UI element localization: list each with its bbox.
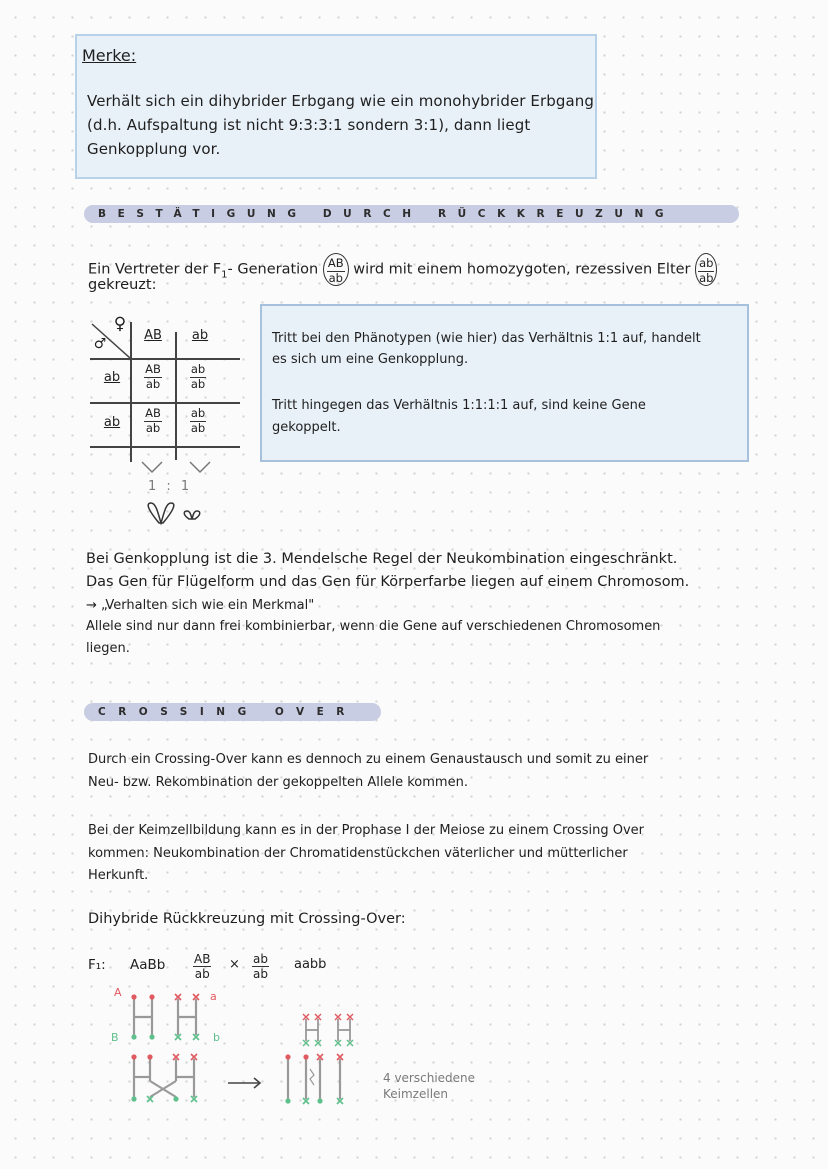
arrow-right-icon [190,462,210,472]
f1-genotype-fraction [323,253,349,286]
intro-text-b: - Generation [227,261,319,278]
merke-line-3: Genkopplung vor. [87,140,221,158]
intro-line-2: gekreuzt: [88,277,157,293]
cell-2-1-num: AB [145,406,161,420]
dihybrid-title: Dihybride Rückkreuzung mit Crossing-Over: [88,911,406,927]
keimzellen-line-2: Keimzellen [383,1087,449,1101]
cell-1-2-den: ab [190,376,206,391]
arrow-left-icon [142,462,162,472]
info-line-3: Tritt hingegen das Verhältnis 1:1:1:1 auf, sind keine Gene [272,398,646,413]
cell-1-1-den: ab [145,376,161,391]
cell-2-2-den: ab [190,420,206,435]
crossing-p2-line-1: Bei der Keimzellbildung kann es in der Prophase I der Meiose zu einem Crossing Over [88,823,645,838]
genkopplung-line-4: Allele sind nur dann frei kombinierbar, wenn die Gene auf verschiedenen Chromosomen [86,619,661,634]
male-symbol: ♂ [93,336,107,352]
section-heading-rueckkreuzung: BESTÄTIGUNG DURCH RÜCKKREUZUNG [84,205,739,223]
crossing-p2-line-3: Herkunft. [88,868,149,883]
f1-den: ab [328,270,343,285]
info-line-4: gekoppelt. [272,420,341,435]
intro-text-a: Ein Vertreter der F [88,261,222,278]
crossing-p1-line-2: Neu- bzw. Rekombination der gekoppelten Allele kommen. [88,775,468,790]
cross-right-num: ab [253,952,268,966]
genkopplung-line-2: Das Gen für Flügelform und das Gen für Körperfarbe liegen auf einem Chromosom. [86,574,690,590]
crossing-p2-line-2: kommen: Neukombination der Chromatidenstückchen väterlicher und mütterlicher [88,846,628,861]
col-header-1: AB [144,328,162,343]
merke-line-2: (d.h. Aufspaltung ist nicht 9:3:3:1 sondern 3:1), dann liegt [87,116,531,134]
allele-b-label: b [213,1031,220,1044]
cross-right-den: ab [253,967,268,981]
elter-num: ab [699,256,714,270]
keimzellen-line-1: 4 verschiedene [383,1071,476,1085]
elter-den: ab [699,270,714,285]
punnett-square [90,314,240,462]
merke-title: Merke: [82,46,137,65]
punnett-cell-1-1 [133,362,173,390]
fly-wings-icon [143,501,213,529]
genkopplung-line-5: liegen. [86,641,130,656]
f1-genotype: AaBb [130,957,166,973]
phenotype-arrows [138,458,218,476]
elter-genotype-fraction [695,253,717,286]
f1-label: F₁: [88,957,106,973]
row-header-1: ab [103,370,121,385]
intro-text-c: wird mit einem homozygoten, rezessiven Elter [353,261,691,278]
cross-symbol: × [229,957,240,972]
cell-2-1-den: ab [145,420,161,435]
info-box [260,304,749,462]
cross-left-fraction [193,948,211,980]
phenotype-ratio: 1 : 1 [148,479,193,494]
genkopplung-line-1: Bei Genkopplung ist die 3. Mendelsche Regel der Neukombination eingeschränkt. [86,551,678,567]
genkopplung-line-3: → „Verhalten sich wie ein Merkmal" [86,598,315,613]
row-header-2: ab [103,415,121,430]
cross-left-den: ab [194,967,210,981]
info-line-1: Tritt bei den Phänotypen (wie hier) das Verhältnis 1:1 auf, handelt [272,331,701,346]
intro-sub: 1 [221,269,228,281]
merke-line-1: Verhält sich ein dihybrider Erbgang wie ein monohybrider Erbgang [87,92,595,110]
cell-1-1-num: AB [145,362,161,376]
allele-B-label: B [111,1031,119,1044]
chromosome-diagram [120,985,420,1115]
cross-right-fraction [252,948,269,980]
allele-A-label: A [114,986,122,999]
f1-num: AB [327,256,344,270]
allele-a-label: a [210,990,217,1003]
punnett-cell-2-1 [133,406,173,434]
female-symbol: ♀ [113,314,127,334]
info-line-2: es sich um eine Genkopplung. [272,352,469,367]
result-arrow-icon [228,1078,260,1088]
section-heading-crossing-over: CROSSING OVER [84,703,381,721]
cell-2-2-num: ab [190,406,206,420]
punnett-cell-1-2 [178,362,218,390]
cell-1-2-num: ab [190,362,206,376]
crossing-p1-line-1: Durch ein Crossing-Over kann es dennoch zu einem Genaustausch und somit zu einer [88,752,649,767]
col-header-2: ab [191,328,209,343]
aabb-genotype: aabb [294,957,327,972]
punnett-cell-2-2 [178,406,218,434]
intro-line-1 [88,253,717,286]
cross-left-num: AB [194,952,211,966]
